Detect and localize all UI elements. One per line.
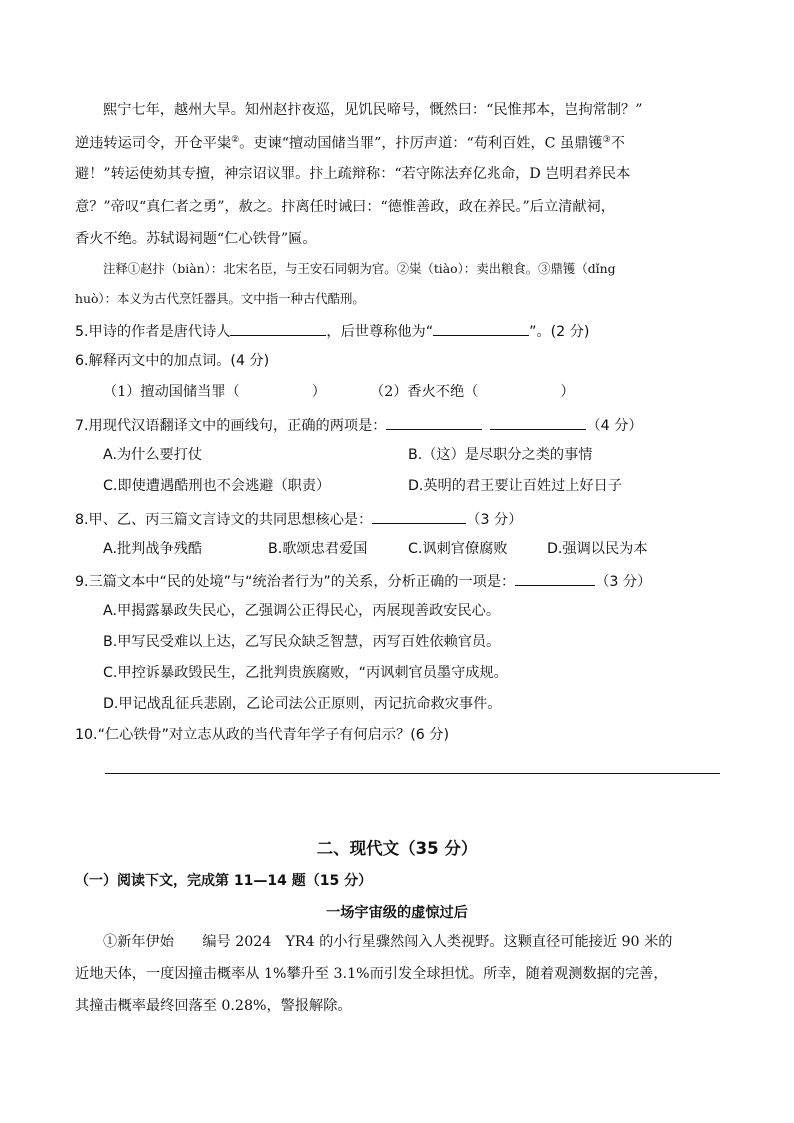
question-6-item-2-close: ） xyxy=(560,384,575,400)
note-marker-3: ③ xyxy=(602,135,611,145)
question-7-option-d: D.英明的君王要让百姓过上好日子 xyxy=(408,478,623,494)
question-7-blank-1[interactable] xyxy=(386,414,482,430)
question-7-score: （4 分） xyxy=(586,418,643,434)
passage-line-2 xyxy=(75,130,625,154)
question-9 xyxy=(75,570,651,592)
passage-line-2c: 不 xyxy=(610,135,625,152)
question-7-option-a: A.为什么要打仗 xyxy=(103,447,203,463)
question-8-blank[interactable] xyxy=(372,508,466,524)
passage-line-2b: 。吏谏“擅动国储当罪”，抃厉声道：“苟利百姓，C 虽鼎镬 xyxy=(239,135,603,152)
notes-line-1: 注释①赵抃（biàn）：北宋名臣，与王安石同朝为官。②粜（tiào）：卖出粮食。③鼎镬（dǐng xyxy=(103,261,616,276)
question-6-item-1-close: ） xyxy=(311,384,326,400)
question-9-text: 9.三篇文本中“民的处境”与“统治者行为”的关系，分析正确的一项是： xyxy=(75,574,516,590)
question-5 xyxy=(75,320,589,342)
question-9-score: （3 分） xyxy=(595,574,652,590)
question-7 xyxy=(75,414,643,436)
question-6: 6.解释丙文中的加点词。(4 分) xyxy=(75,353,270,369)
article-paragraph-1-line-1: ①新年伊始 编号 2024 YR4 的小行星骤然闯入人类视野。这颗直径可能接近 90 米的 xyxy=(103,934,673,950)
question-8-option-a: A.批判战争残酷 xyxy=(103,541,203,557)
section-2-subheading: （一）阅读下文，完成第 11—14 题（15 分） xyxy=(75,873,373,889)
question-8-score: （3 分） xyxy=(466,512,523,528)
question-9-option-a: A.甲揭露暴政失民心，乙强调公正得民心，丙展现善政安民心。 xyxy=(103,603,501,619)
question-5-blank-1[interactable] xyxy=(230,320,326,336)
passage-line-4: 意？”帝叹“真仁者之勇”，赦之。抃离任时诫曰：“德惟善政，政在养民。”后立清献祠， xyxy=(75,199,615,215)
question-6-item-2-text: （2）香火不绝（ xyxy=(370,384,479,400)
question-5-text-b: ，后世尊称他为“ xyxy=(326,324,434,340)
passage-line-5: 香火不绝。苏轼谒祠题“仁心铁骨”匾。 xyxy=(75,231,317,247)
question-8-text: 8.甲、乙、丙三篇文言诗文的共同思想核心是： xyxy=(75,512,373,528)
question-7-option-b: B.（这）是尽职分之类的事情 xyxy=(408,447,593,463)
question-9-blank[interactable] xyxy=(515,570,595,586)
question-7-option-c: C.即使遭遇酷刑也不会逃避（职责） xyxy=(103,478,331,494)
question-10: 10.“仁心铁骨”对立志从政的当代青年学子有何启示？(6 分) xyxy=(75,727,449,743)
question-8-option-b: B.歌颂忠君爱国 xyxy=(268,541,368,557)
note-marker-2: ② xyxy=(231,135,240,145)
question-10-answer-line[interactable] xyxy=(105,773,720,774)
question-6-item-1-text: （1）擅动国储当罪（ xyxy=(103,384,240,400)
article-paragraph-1-line-3: 其撞击概率最终回落至 0.28%，警报解除。 xyxy=(75,998,352,1014)
question-5-text-c: ”。(2 分) xyxy=(529,324,590,340)
question-9-option-b: B.甲写民受难以上达，乙写民众缺乏智慧，丙写百姓依赖官员。 xyxy=(103,634,501,650)
article-title: 一场宇宙级的虚惊过后 xyxy=(326,905,468,921)
section-2-heading: 二、现代文（35 分） xyxy=(316,839,478,858)
question-5-text-a: 5.甲诗的作者是唐代诗人 xyxy=(75,324,231,340)
question-7-blank-2[interactable] xyxy=(490,414,586,430)
question-6-item-2 xyxy=(370,382,575,402)
passage-line-3: 避！”转运使劾其专擅，神宗诏议罪。抃上疏辩称：“若守陈法弃亿兆命，D 岂明君养民本 xyxy=(75,166,631,182)
question-8-option-d: D.强调以民为本 xyxy=(547,541,648,557)
passage-line-1: 熙宁七年，越州大旱。知州赵抃夜巡，见饥民啼号，慨然曰：“民惟邦本，岂拘常制？” xyxy=(103,102,643,118)
question-8-option-c: C.讽刺官僚腐败 xyxy=(408,541,508,557)
question-6-item-1 xyxy=(103,382,326,402)
notes-line-2: huò）：本义为古代烹饪器具。文中指一种古代酷刑。 xyxy=(75,291,365,306)
passage-line-2a: 逆违转运司令，开仓平粜 xyxy=(75,135,232,152)
question-8 xyxy=(75,508,522,530)
question-9-option-d: D.甲记战乱征兵悲剧，乙论司法公正原则，丙记抗命救灾事件。 xyxy=(103,696,502,712)
question-5-blank-2[interactable] xyxy=(433,320,529,336)
question-7-text: 7.用现代汉语翻译文中的画线句，正确的两项是： xyxy=(75,418,387,434)
article-paragraph-1-line-2: 近地天体，一度因撞击概率从 1%攀升至 3.1%而引发全球担忧。所幸，随着观测数据的完善， xyxy=(75,966,668,982)
question-9-option-c: C.甲控诉暴政毁民生，乙批判贵族腐败，“丙讽刺官员墨守成规。 xyxy=(103,665,508,681)
